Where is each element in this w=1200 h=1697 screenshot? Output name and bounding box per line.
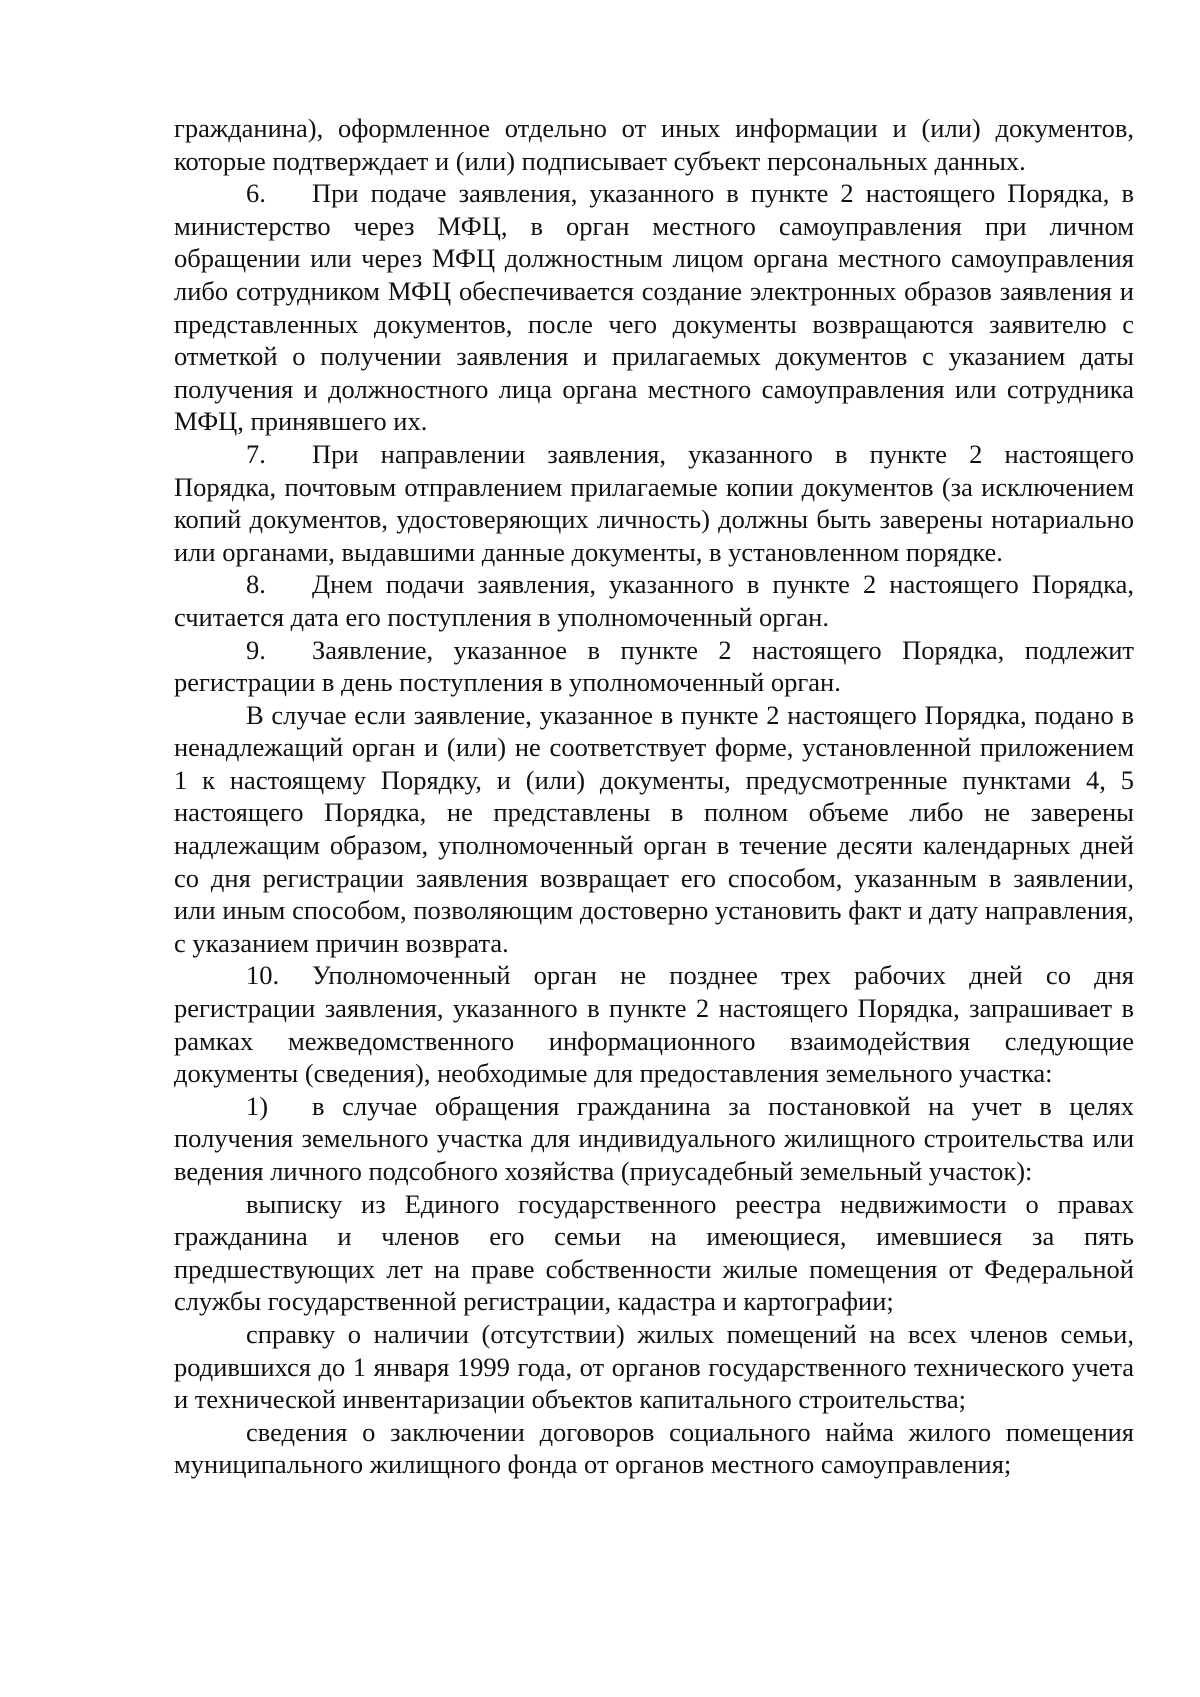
list-item-social-lease-info <box>174 1416 1134 1481</box>
paragraph-8 <box>174 568 1134 633</box>
paragraph-text: в случае обращения гражданина за постановкой на учет в целях получения земельного участка для индивидуального жилищного строительства или ведения личного подсобного хозяйства (приусадебный земельный участок): <box>174 1090 1134 1186</box>
paragraph-number: 6. <box>246 178 266 209</box>
paragraph-continuation <box>174 112 1134 177</box>
paragraph-text: При подаче заявления, указанного в пункте 2 настоящего Порядка, в министерство через МФЦ, в орган местного самоуправления при личном обращении или через МФЦ должностным лицом органа местного самоуправления либо сотрудником МФЦ обеспечивается создание электронных образов заявления и представленных документов, после чего документы возвращаются заявителю с отметкой о получении заявления и прилагаемых документов с указанием даты получения и должностного лица органа местного самоуправления или сотрудника МФЦ, принявшего их. <box>174 178 1134 437</box>
paragraph-9-return-conditions <box>174 699 1134 960</box>
paragraph-text: гражданина), оформленное отдельно от иных информации и (или) документов, которые подтверждает и (или) подписывает субъект персональных данных. <box>174 113 1134 176</box>
subitem-number: 1) <box>246 1090 269 1121</box>
paragraph-10 <box>174 959 1134 1089</box>
paragraph-text: Уполномоченный орган не позднее трех рабочих дней со дня регистрации заявления, указанного в пункте 2 настоящего Порядка, запрашивает в рамках межведомственного информационного взаимодействия следующие документы (сведения), необходимые для предоставления земельного участка: <box>174 960 1134 1089</box>
paragraph-text: Днем подачи заявления, указанного в пункте 2 настоящего Порядка, считается дата его поступления в уполномоченный орган. <box>174 569 1134 632</box>
paragraph-text: выписку из Единого государственного реестра недвижимости о правах гражданина и членов его семьи на имеющиеся, имевшиеся за пять предшествующих лет на праве собственности жилые помещения от Федеральной службы государственной регистрации, кадастра и картографии; <box>174 1188 1134 1317</box>
paragraph-9 <box>174 634 1134 699</box>
list-item-housing-certificate <box>174 1318 1134 1416</box>
paragraph-text: В случае если заявление, указанное в пункте 2 настоящего Порядка, подано в ненадлежащий орган и (или) не соответствует форме, установленной приложением 1 к настоящему Порядку, и (или) документы, предусмотренные пунктами 4, 5 настоящего Порядка, не представлены в полном объеме либо не заверены надлежащим образом, уполномоченный орган в течение десяти календарных дней со дня регистрации заявления возвращает его способом, указанным в заявлении, или иным способом, позволяющим достоверно установить факт и дату направления, с указанием причин возврата. <box>174 699 1134 958</box>
paragraph-text: При направлении заявления, указанного в пункте 2 настоящего Порядка, почтовым отправлением прилагаемые копии документов (за исключением копий документов, удостоверяющих личность) должны быть заверены нотариально или органами, выдавшими данные документы, в установленном порядке. <box>174 438 1134 567</box>
paragraph-text: справку о наличии (отсутствии) жилых помещений на всех членов семьи, родившихся до 1 января 1999 года, от органов государственного технического учета и технической инвентаризации объектов капитального строительства; <box>174 1318 1134 1415</box>
paragraph-6 <box>174 177 1134 438</box>
paragraph-number: 7. <box>246 438 266 469</box>
document-page <box>174 112 1134 1481</box>
paragraph-text: сведения о заключении договоров социального найма жилого помещения муниципального жилищного фонда от органов местного самоуправления; <box>174 1416 1134 1480</box>
subitem-1 <box>174 1090 1134 1188</box>
paragraph-number: 8. <box>246 569 266 600</box>
list-item-egrn-extract <box>174 1188 1134 1318</box>
paragraph-7 <box>174 438 1134 568</box>
paragraph-number: 10. <box>246 960 280 991</box>
paragraph-number: 9. <box>246 634 266 665</box>
paragraph-text: Заявление, указанное в пункте 2 настоящего Порядка, подлежит регистрации в день поступления в уполномоченный орган. <box>174 634 1134 698</box>
